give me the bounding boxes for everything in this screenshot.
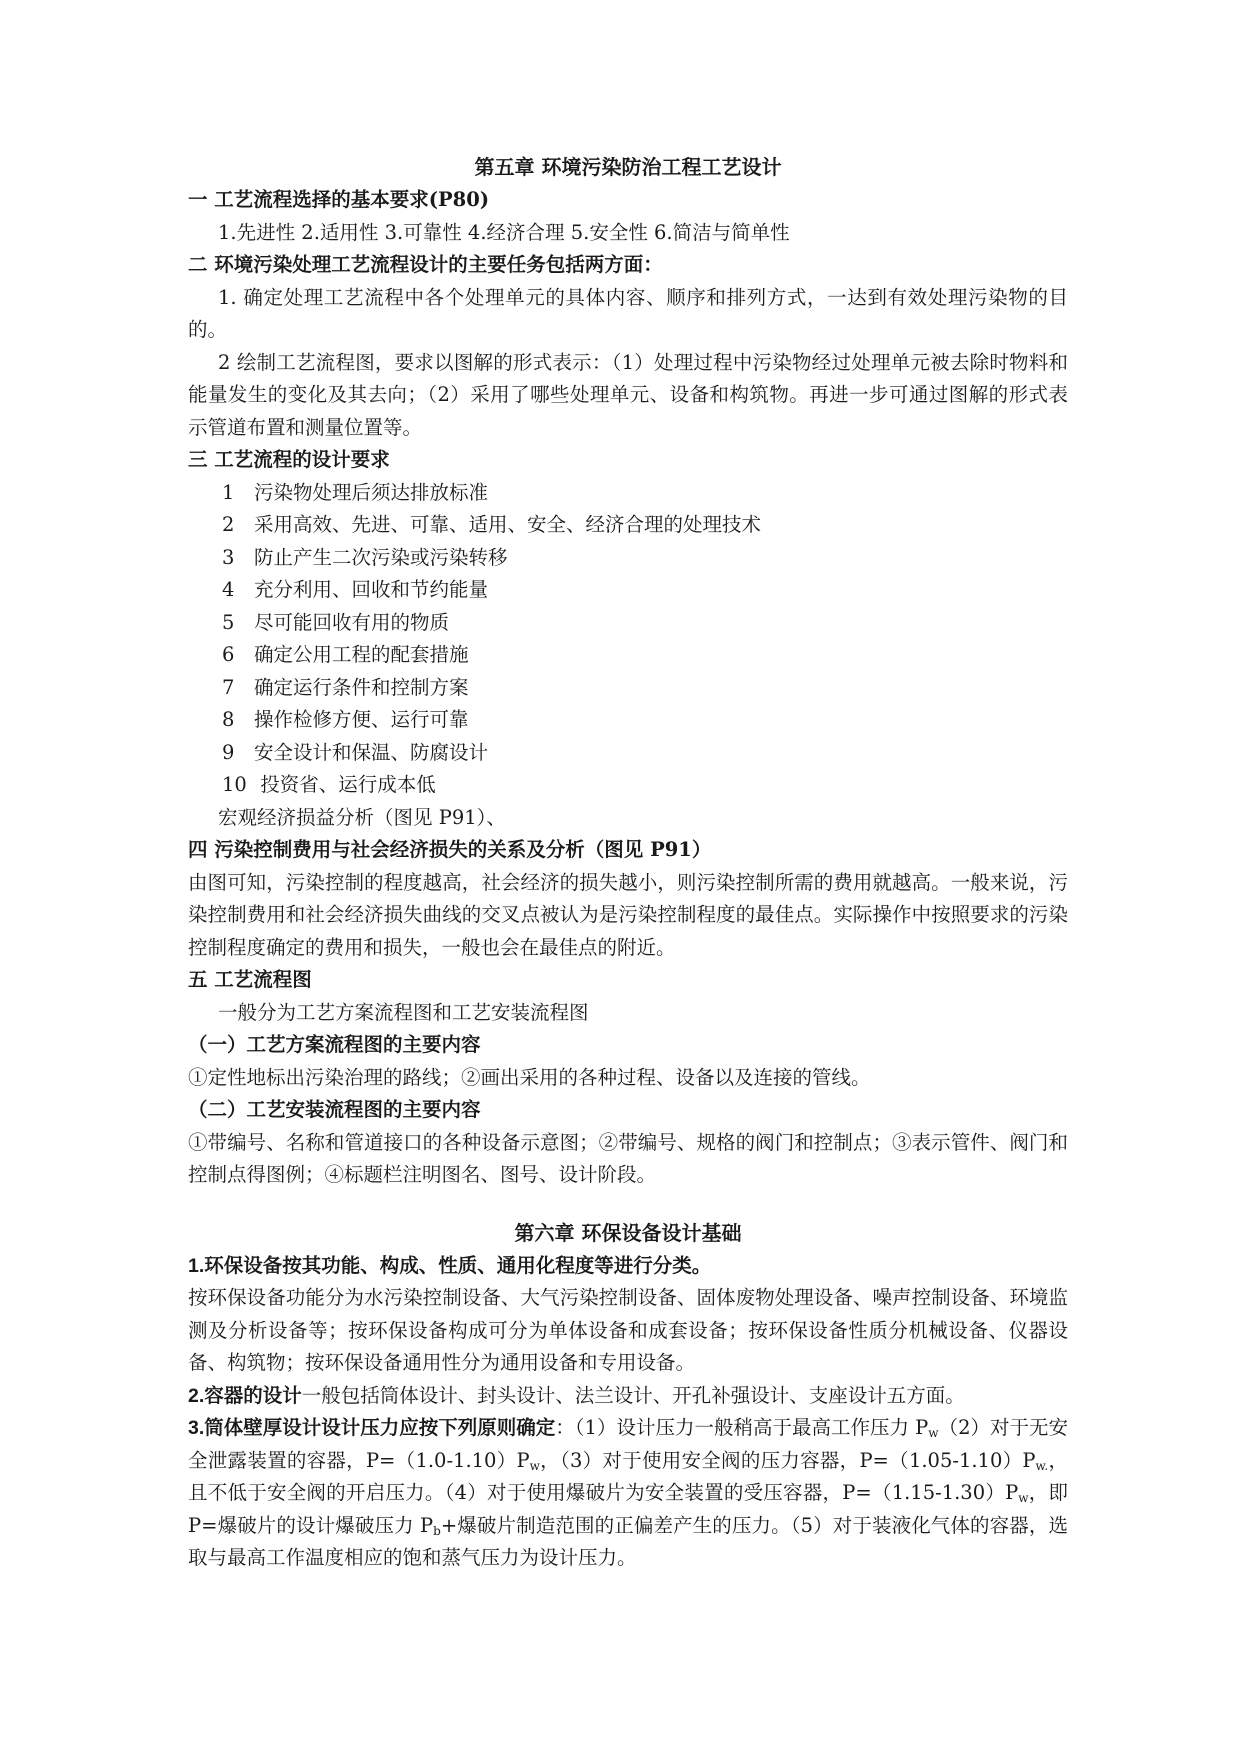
section-2-paragraph-2: 2 绘制工艺流程图，要求以图解的形式表示：（1）处理过程中污染物经过处理单元被去除时物料和能量发生的变化及其去向；（2）采用了哪些处理单元、设备和构筑物。再进一步可通过图解的形式表示管道布置和测量位置等。 [188,350,1068,439]
section-3-note: 宏观经济损益分析（图见 P91）、 [218,805,506,829]
list-item: 9 安全设计和保温、防腐设计 [222,740,489,764]
section-1-heading: 一 工艺流程选择的基本要求(P80) [188,188,490,211]
section-2-heading: 二 环境污染处理工艺流程设计的主要任务包括两方面： [188,253,663,276]
ch6-section-2 [188,1380,1068,1413]
list-item: 4 充分利用、回收和节约能量 [222,578,489,601]
ch6-section-3-lead: 3.筒体壁厚设计设计压力应按下列原则确定 [188,1417,556,1439]
section-2-paragraph-1: 1. 确定处理工艺流程中各个处理单元的具体内容、顺序和排列方式，一达到有效处理污染物的目的。 [188,285,1068,341]
list-item: 8 操作检修方便、运行可靠 [222,708,469,731]
ch6-section-3-text: ：（1）设计压力一般稍高于最高工作压力 P [555,1416,929,1439]
ch6-section-1-body: 按环保设备功能分为水污染控制设备、大气污染控制设备、固体废物处理设备、噪声控制设备、环境监测及分析设备等；按环保设备构成可分为单体设备和成套设备；按环保设备性质分机械设备、仪器设备、构筑物；按环保设备通用性分为通用设备和专用设备。 [188,1286,1068,1374]
list-item: 1 污染物处理后须达排放标准 [222,480,489,504]
list-item: 10 投资省、运行成本低 [222,773,436,796]
ch6-section-3-text: ， 且不低于安全阀的开启压力。（4）对于使用爆破片为安全装置的受压容器，P=（1.15-1.30）P [188,1448,1068,1504]
list-item: 6 确定公用工程的配套措施 [222,643,469,666]
ch6-section-3-text: +爆破片制造范围的正偏差产生的压力。（5）对于装液化气体的容器，选取与最高工作温度相应的饱和蒸气压力为设计压力。 [188,1513,1068,1569]
ch6-section-2-lead: 2.容器的设计 [188,1384,302,1407]
subsection-2-body: ①带编号、名称和管道接口的各种设备示意图；②带编号、规格的阀门和控制点；③表示管件、阀门和控制点得图例；④标题栏注明图名、图号、设计阶段。 [188,1130,1068,1186]
ch6-section-3-text: （2）对于无安全泄露装置的容器，P=（1.0-1.10）P [188,1416,1068,1472]
subsection-1-heading: （一）工艺方案流程图的主要内容 [188,1033,481,1056]
section-3-heading: 三 工艺流程的设计要求 [188,448,390,471]
ch6-section-1-heading: 1.环保设备按其功能、构成、性质、通用化程度等进行分类。 [188,1254,712,1277]
list-item: 2 采用高效、先进、可靠、适用、安全、经济合理的处理技术 [222,513,762,536]
section-1-body: 1.先进性 2.适用性 3.可靠性 4.经济合理 5.安全性 6.简洁与简单性 [218,220,790,244]
list-item: 7 确定运行条件和控制方案 [222,675,469,699]
ch6-section-3-text: ，（3）对于使用安全阀的压力容器，P=（1.05-1.10）P [539,1448,1036,1472]
ch6-section-2-body: 一般包括筒体设计、封头设计、法兰设计、开孔补强设计、支座设计五方面。 [301,1383,965,1407]
section-5-heading: 五 工艺流程图 [188,968,312,991]
list-item: 5 尽可能回收有用的物质 [222,610,450,634]
section-4-body: 由图可知，污染控制的程度越高，社会经济的损失越小，则污染控制所需的费用就越高。一般来说，污染控制费用和社会经济损失曲线的交叉点被认为是污染控制程度的最佳点。实际操作中按照要求的污染控制程度确定的费用和损失，一般也会在最佳点的附近。 [188,870,1068,959]
subscript: w [529,1458,540,1473]
subscript: w [928,1426,939,1440]
subscript: w [1018,1491,1029,1505]
subscript: b [433,1523,441,1538]
document-page [188,150,1068,1575]
subsection-2-heading: （二）工艺安装流程图的主要内容 [188,1098,481,1121]
design-requirements-list [188,477,1068,802]
list-item: 3 防止产生二次污染或污染转移 [222,545,508,569]
section-5-intro: 一般分为工艺方案流程图和工艺安装流程图 [218,1000,589,1024]
chapter-gap [188,1192,1068,1216]
ch6-section-3 [188,1412,1068,1575]
ch6-section-3-text: ，即 P=爆破片的设计爆破压力 P [188,1481,1068,1537]
section-4-heading: 四 污染控制费用与社会经济损失的关系及分析（图见 P91） [188,838,712,861]
subsection-1-body: ①定性地标出污染治理的路线；②画出采用的各种过程、设备以及连接的管线。 [188,1065,871,1089]
chapter-6-title: 第六章 环保设备设计基础 [514,1220,742,1245]
chapter-5-title: 第五章 环境污染防治工程工艺设计 [474,155,782,179]
subscript: w. [1035,1458,1049,1473]
